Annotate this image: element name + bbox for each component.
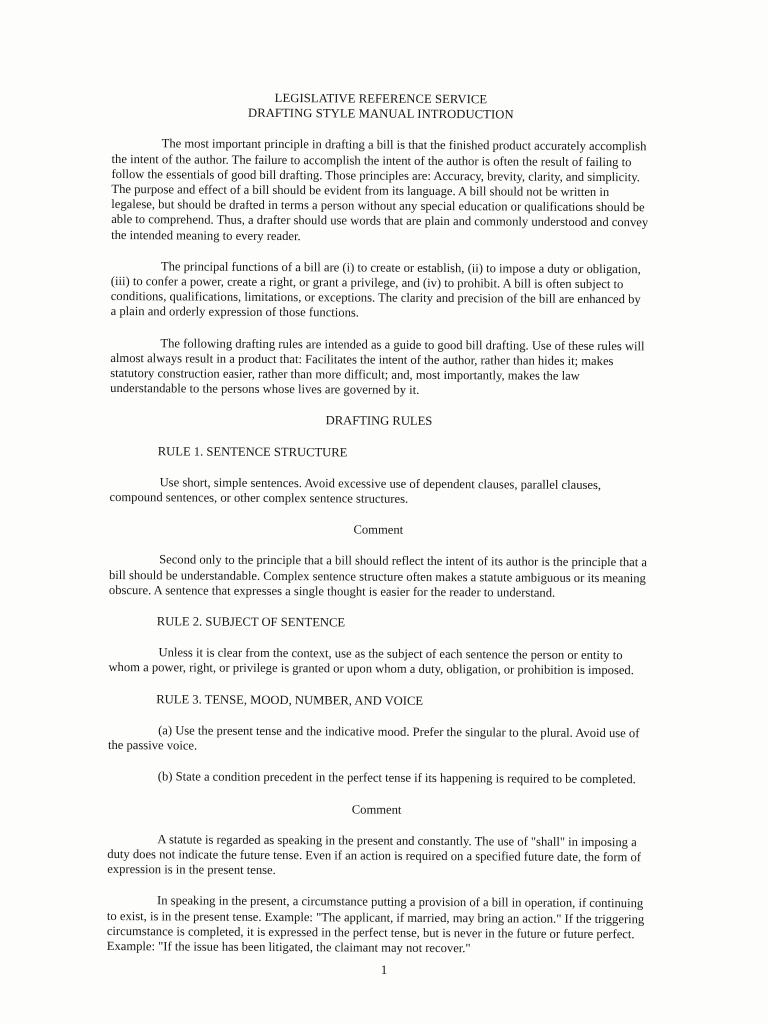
document-header [112, 90, 650, 124]
rule-3-part-b: (b) State a condition precedent in the perfect tense if its happening is required to be completed. [157, 769, 636, 787]
rule-3-comment-1: A statute is regarded as speaking in the present and constantly. The use of "shall" in imposing a duty does not indicate the future tense. Even if an action is required on a specified future date, the form of expression is in the present tense. [107, 831, 642, 878]
rule-1-heading: RULE 1. SENTENCE STRUCTURE [157, 443, 348, 460]
rule-2-text: Unless it is clear from the context, use as the subject of each sentence the person or entity to whom a power, right, or privilege is granted or upon whom a duty, obligation, or prohibition is imposed. [108, 645, 634, 678]
rule-1-comment: Second only to the principle that a bill should reflect the intent of its author is the principle that a bill should be understandable. Complex sentence structure often makes a statute ambiguous or its meaning obscure. A sentence that expresses a single thought is easier for the reader to understand. [108, 552, 648, 600]
intro-paragraph-3: The following drafting rules are intended as a guide to good bill drafting. Use of these rules will almost always result in a product that: Facilitates the intent of the author, rather than hides it; makes statutory construction easier, rather than more difficult; and, most importantly, makes the law understandable to the persons whose lives are governed by it. [110, 335, 645, 398]
page-number: 1 [380, 963, 388, 977]
drafting-rules-heading: DRAFTING RULES [325, 413, 433, 429]
rule-2-heading: RULE 2. SUBJECT OF SENTENCE [156, 614, 346, 630]
rule-3-heading: RULE 3. TENSE, MOOD, NUMBER, AND VOICE [156, 691, 424, 708]
rule-3-comment-label: Comment [351, 801, 402, 817]
rule-3-part-a: (a) Use the present tense and the indicative mood. Prefer the singular to the plural. Avoid use of the passive voice. [107, 723, 640, 753]
header-agency: LEGISLATIVE REFERENCE SERVICE [274, 90, 488, 107]
header-title: DRAFTING STYLE MANUAL INTRODUCTION [247, 106, 514, 122]
intro-paragraph-2: The principal functions of a bill are (i) to create or establish, (ii) to impose a duty or obligation, (iii) to confer a power, create a right, or grant a privilege, and (iv) to prohibit. A bill is often subject to conditions, qualifications, limitations, or exceptions. The clarity and precision of the bill are enhanced by a plain and orderly expression of those functions. [110, 259, 641, 320]
intro-paragraph-1: The most important principle in drafting a bill is that the finished product accurately accomplish the intent of the author. The failure to accomplish the intent of the author is often the result of failing to follow the essentials of good bill drafting. Those principles are: Accuracy, brevity, clarity, and simplicity. The purpose and effect of a bill should be evident from its language. A bill should not be written in legalese, but should be drafted in terms a person without any special education or qualifications should be able to comprehend. Thus, a drafter should use words that are plain and commonly understood and convey the intended meaning to every reader. [111, 136, 649, 243]
rule-1-text: Use short, simple sentences. Avoid excessive use of dependent clauses, parallel clauses, compound sentences, or other complex sentence structures. [109, 475, 602, 506]
rule-1-comment-label: Comment [353, 522, 404, 538]
rule-3-comment-2: In speaking in the present, a circumstance putting a provision of a bill in operation, if continuing to exist, is in the present tense. Example: "The applicant, if married, may bring an action." If the triggering circumstance is completed, it is expressed in the perfect tense, but is never in the future or future perfect. Example: "If the issue has been litigated, the claimant may not recover." [106, 893, 645, 956]
document-body [107, 90, 650, 973]
